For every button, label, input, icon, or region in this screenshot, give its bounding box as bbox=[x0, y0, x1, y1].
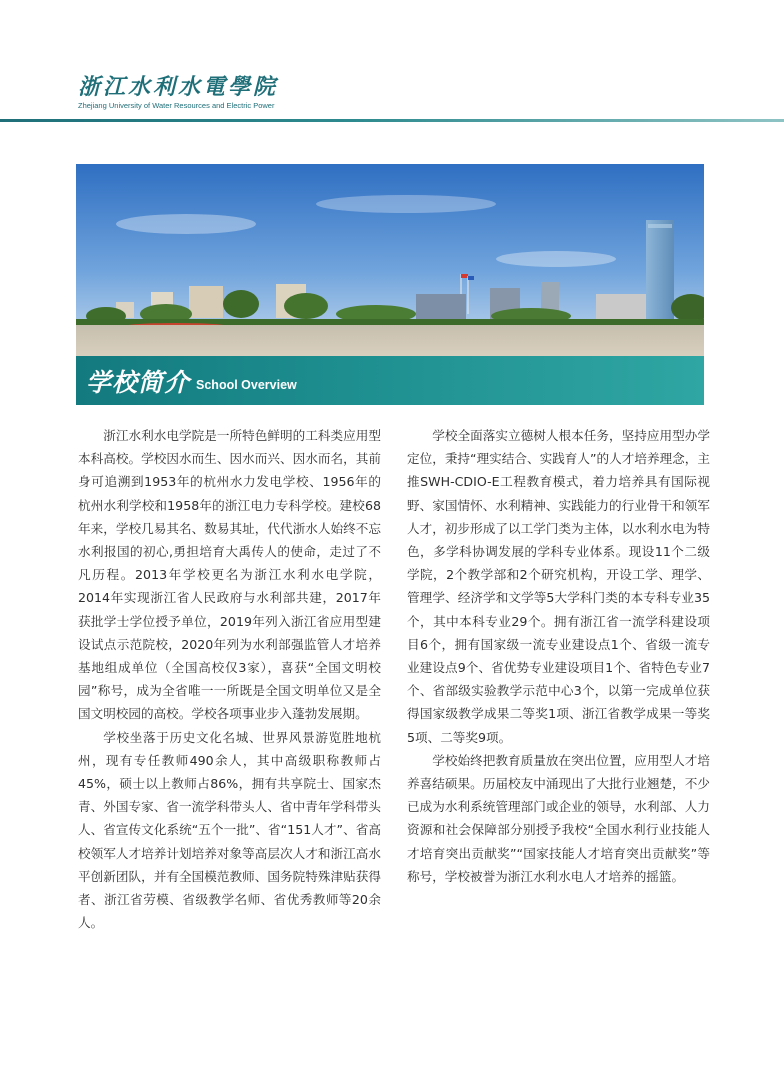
section-banner bbox=[76, 356, 704, 405]
campus-panorama-photo bbox=[76, 164, 704, 356]
paragraph: 学校始终把教育质量放在突出位置，应用型人才培养喜结硕果。历届校友中涌现出了大批行业翘楚，不少已成为水利系统管理部门或企业的领导，水利部、人力资源和社会保障部分别授予我校“全国水利行业技能人才培育突出贡献奖”“国家技能人才培育突出贡献奖”等称号，学校被誉为浙江水利水电人才培养的摇篮。 bbox=[407, 752, 710, 884]
section-title-cn: 学校简介 bbox=[86, 367, 191, 397]
paragraph: 学校全面落实立德树人根本任务，坚持应用型办学定位，秉持“理实结合、实践育人”的人才培养理念，主推SWH-CDIO-E工程教育模式，着力培养具有国际视野、家国情怀、水利精神、实践能力的行业骨干和领军人才，初步形成了以工学门类为主体，以水利水电为特色，多学科协调发展的学科专业体系。现设11个二级学院，2个教学部和2个研究机构，开设工学、理学、管理学、经济学和文学等5大学科门类的本专科专业35个，其中本科专业29个。拥有浙江省一流学科建设项目6个，拥有国家级一流专业建设点1个、省级一流专业建设点9个、省优势专业建设项目1个、省特色专业7个、省部级实验教学示范中心3个，以第一完成单位获得国家级教学成果二等奖1项、浙江省教学成果一等奖5项、二等奖9项。 bbox=[407, 428, 710, 745]
left-column bbox=[78, 424, 381, 934]
college-logo-en: Zhejiang University of Water Resources and Electric Power bbox=[78, 101, 275, 110]
section-title-en: School Overview bbox=[196, 377, 297, 392]
header-divider bbox=[0, 119, 784, 122]
right-column bbox=[407, 424, 710, 888]
paragraph: 学校坐落于历史文化名城、世界风景游览胜地杭州，现有专任教师490余人，其中高级职称教师占45%，硕士以上教师占86%，拥有共享院士、国家杰青、外国专家、省一流学科带头人、省中青年学科带头人、省宣传文化系统“五个一批”、省“151人才”、省高校领军人才培养计划培养对象等高层次人才和浙江高水平创新团队，并有全国模范教师、国务院特殊津贴获得者、浙江省劳模、省级教学名师、省优秀教师等20余人。 bbox=[78, 729, 381, 931]
college-logo-cn: 浙江水利水電學院 bbox=[78, 74, 279, 100]
paragraph: 浙江水利水电学院是一所特色鲜明的工科类应用型本科高校。学校因水而生、因水而兴、因水而名，其前身可追溯到1953年的杭州水力发电学校、1956年的杭州水利学校和1958年的浙江电力专科学校。建校68年来，学校几易其名、数易其址，代代浙水人始终不忘水利报国的初心,勇担培育大禹传人的使命，走过了不凡历程。2013年学校更名为浙江水利水电学院，2014年实现浙江省人民政府与水利部共建，2017年获批学士学位授予单位，2019年列入浙江省应用型建设试点示范院校，2020年列为水利部强监管人才培养基地组成单位（全国高校仅3家），喜获“全国文明校园”称号，成为全省唯一一所既是全国文明单位又是全国文明校园的高校。学校各项事业步入蓬勃发展期。 bbox=[78, 428, 381, 722]
header bbox=[78, 74, 278, 111]
